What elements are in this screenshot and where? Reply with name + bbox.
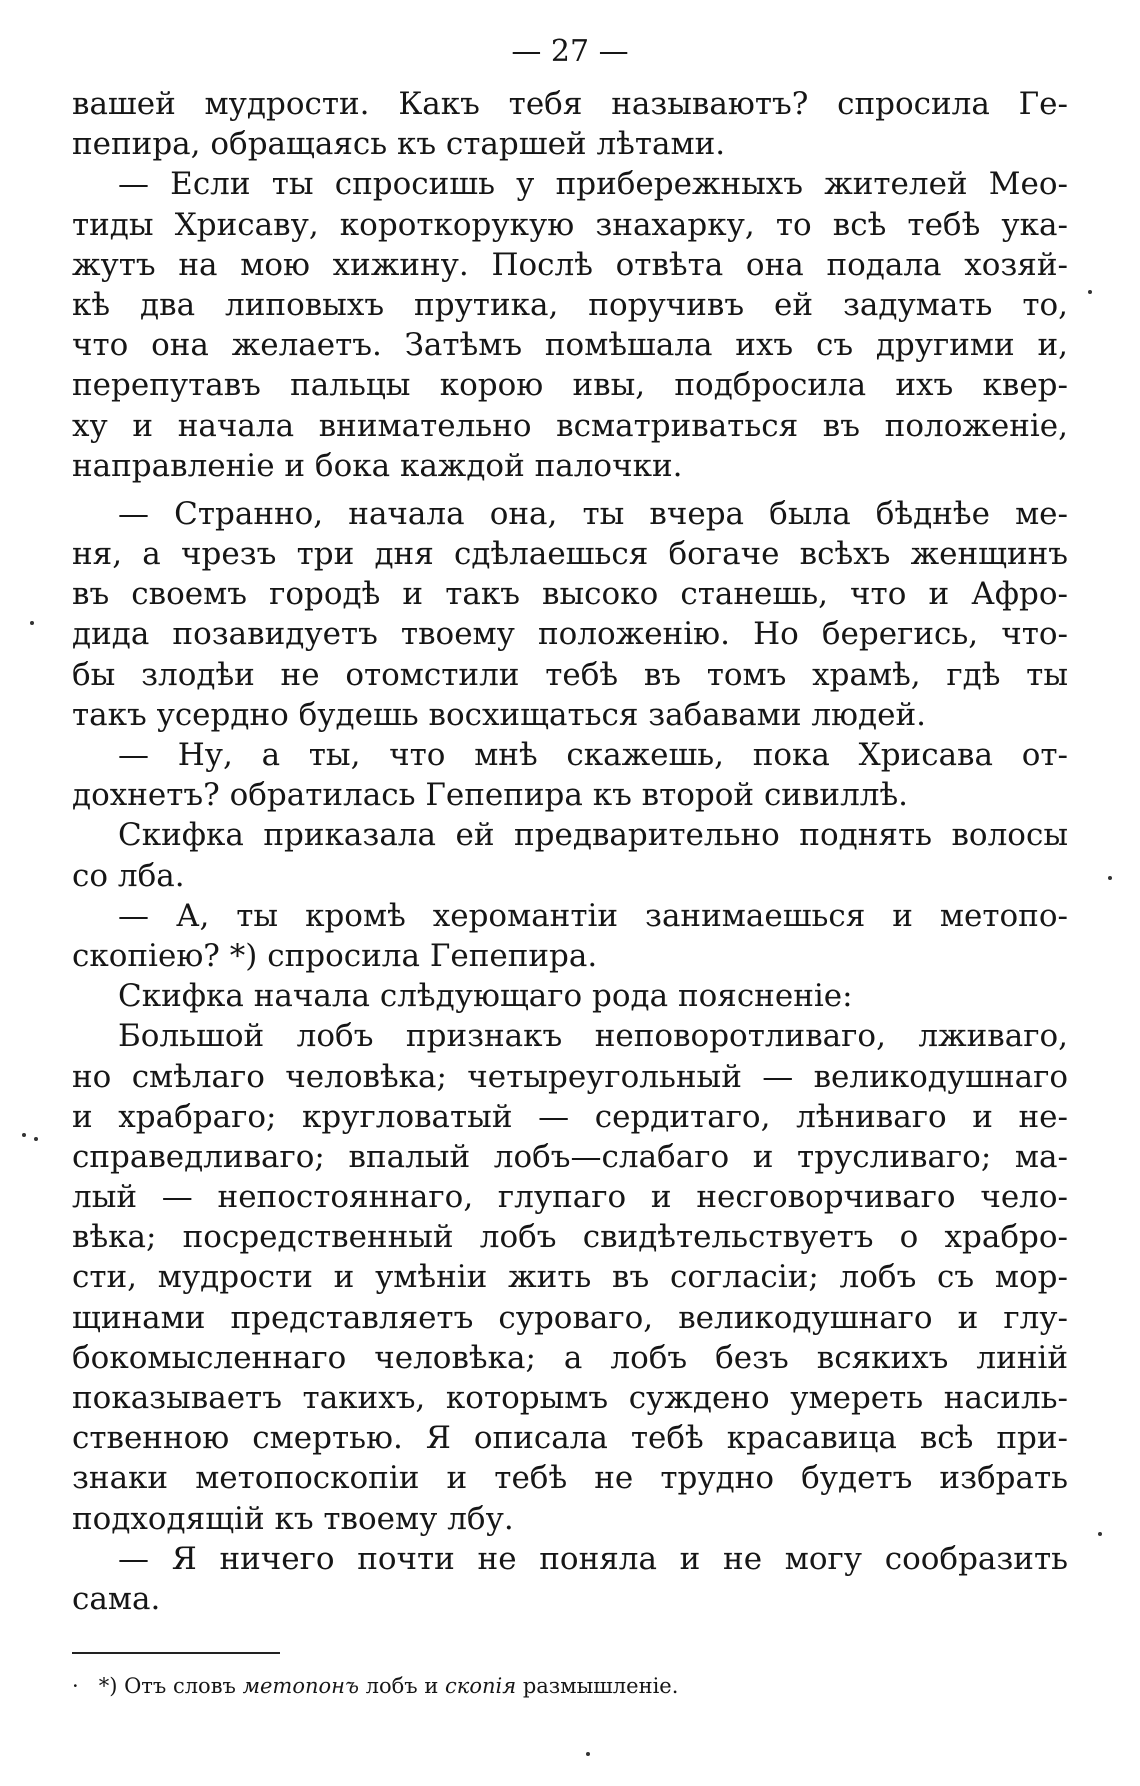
footnote-text: лобъ и <box>365 1674 439 1698</box>
footnote-term: метопонъ <box>242 1674 359 1698</box>
text-line: дида позавидуетъ твоему положенiю. Но берегись, что- <box>72 616 1068 653</box>
text-line: ху и начала внимательно всматриваться въ положенiе, <box>72 407 1068 444</box>
text-line: — Если ты спросишь у прибережныхъ жителей Мео- <box>118 166 1068 203</box>
text-line: тиды Хрисаву, короткорукую знахарку, то всѣ тебѣ ука- <box>72 206 1068 243</box>
text-line: — А, ты кромѣ херомантiи занимаешься и метопо- <box>118 897 1068 934</box>
footnote-bullet: · <box>72 1674 79 1698</box>
text-line: знаки метопоскопiи и тебѣ не трудно будетъ избрать <box>72 1460 1068 1497</box>
footnote-text: размышленiе. <box>522 1674 679 1698</box>
text-line: сти, мудрости и умѣнiи жить въ согласiи; лобъ съ мор- <box>72 1259 1068 1296</box>
text-line: лый — непостояннаго, глупаго и несговорчиваго чело- <box>72 1179 1068 1216</box>
text-line: — Ну, а ты, что мнѣ скажешь, пока Хрисава от- <box>118 737 1068 773</box>
page-number: — 27 — <box>511 34 629 69</box>
text-line: подходящiй къ твоему лбу. <box>72 1500 514 1537</box>
scan-speck <box>1108 876 1112 880</box>
footnote-mark: *) <box>98 1674 118 1698</box>
text-line: жутъ на мою хижину. Послѣ отвѣта она подала хозяй- <box>72 246 1068 283</box>
text-line: Скифка приказала ей предварительно поднять волосы <box>118 817 1068 854</box>
text-line: бы злодѣи не отомстили тебѣ въ томъ храмѣ, гдѣ ты <box>72 656 1068 693</box>
scan-speck <box>586 1752 590 1756</box>
scan-speck <box>34 1137 38 1141</box>
text-line: пепира, обращаясь къ старшей лѣтами. <box>72 126 726 163</box>
paragraph-gap <box>72 486 1068 494</box>
scan-speck <box>1098 1532 1102 1536</box>
footnote-divider <box>72 1652 280 1654</box>
text-line: Большой лобъ признакъ неповоротливаго, лживаго, <box>118 1018 1068 1055</box>
text-line: Скифка начала слѣдующаго рода поясненiе: <box>118 978 853 1015</box>
text-line: такъ усердно будешь восхищаться забавами людей. <box>72 696 926 733</box>
text-line: и храбраго; кругловатый — сердитаго, лѣниваго и не- <box>72 1098 1068 1135</box>
text-line: справедливаго; впалый лобъ—слабаго и трусливаго; ма- <box>72 1138 1068 1175</box>
text-line: бокомысленнаго человѣка; а лобъ безъ всякихъ линiй <box>72 1339 1068 1376</box>
scan-speck <box>22 1133 26 1137</box>
text-line: перепутавъ пальцы корою ивы, подбросила ихъ квер- <box>72 367 1068 404</box>
text-line: вашей мудрости. Какъ тебя называютъ? спросила Ге- <box>72 86 1068 122</box>
text-line: скопiею? *) спросила Гепепира. <box>72 937 598 974</box>
text-line: со лба. <box>72 857 185 894</box>
text-line: направленiе и бока каждой палочки. <box>72 447 683 484</box>
text-line: сама. <box>72 1580 161 1617</box>
text-line: кѣ два липовыхъ прутика, поручивъ ей задумать то, <box>72 286 1068 323</box>
footnote-text: Отъ словъ <box>124 1674 236 1698</box>
text-line: но смѣлаго человѣка; четыреугольный — великодушнаго <box>72 1058 1068 1095</box>
text-line: ственною смертью. Я описала тебѣ красавица всѣ при- <box>72 1420 1068 1457</box>
text-line: въ своемъ городѣ и такъ высоко станешь, что и Афро- <box>72 576 1068 613</box>
text-line: ня, а чрезъ три дня сдѣлаешься богаче всѣхъ женщинъ <box>72 536 1068 573</box>
text-line: что она желаетъ. Затѣмъ помѣшала ихъ съ другими и, <box>72 327 1068 364</box>
footnote-term: скопiя <box>445 1674 517 1698</box>
text-line: — Странно, начала она, ты вчера была бѣднѣе ме- <box>118 495 1068 532</box>
text-line: дохнетъ? обратилась Гепепира къ второй сивиллѣ. <box>72 777 909 814</box>
footnote <box>72 1672 1068 1700</box>
scan-speck <box>1088 290 1092 294</box>
text-line: вѣка; посредственный лобъ свидѣтельствуетъ о храбро- <box>72 1219 1068 1256</box>
text-line: — Я ничего почти не поняла и не могу сообразить <box>118 1540 1068 1577</box>
text-line: показываетъ такихъ, которымъ суждено умереть насиль- <box>72 1380 1068 1416</box>
body-text <box>72 84 1068 1619</box>
text-line: щинами представляетъ суроваго, великодушнаго и глу- <box>72 1299 1068 1336</box>
scan-speck <box>30 621 34 625</box>
